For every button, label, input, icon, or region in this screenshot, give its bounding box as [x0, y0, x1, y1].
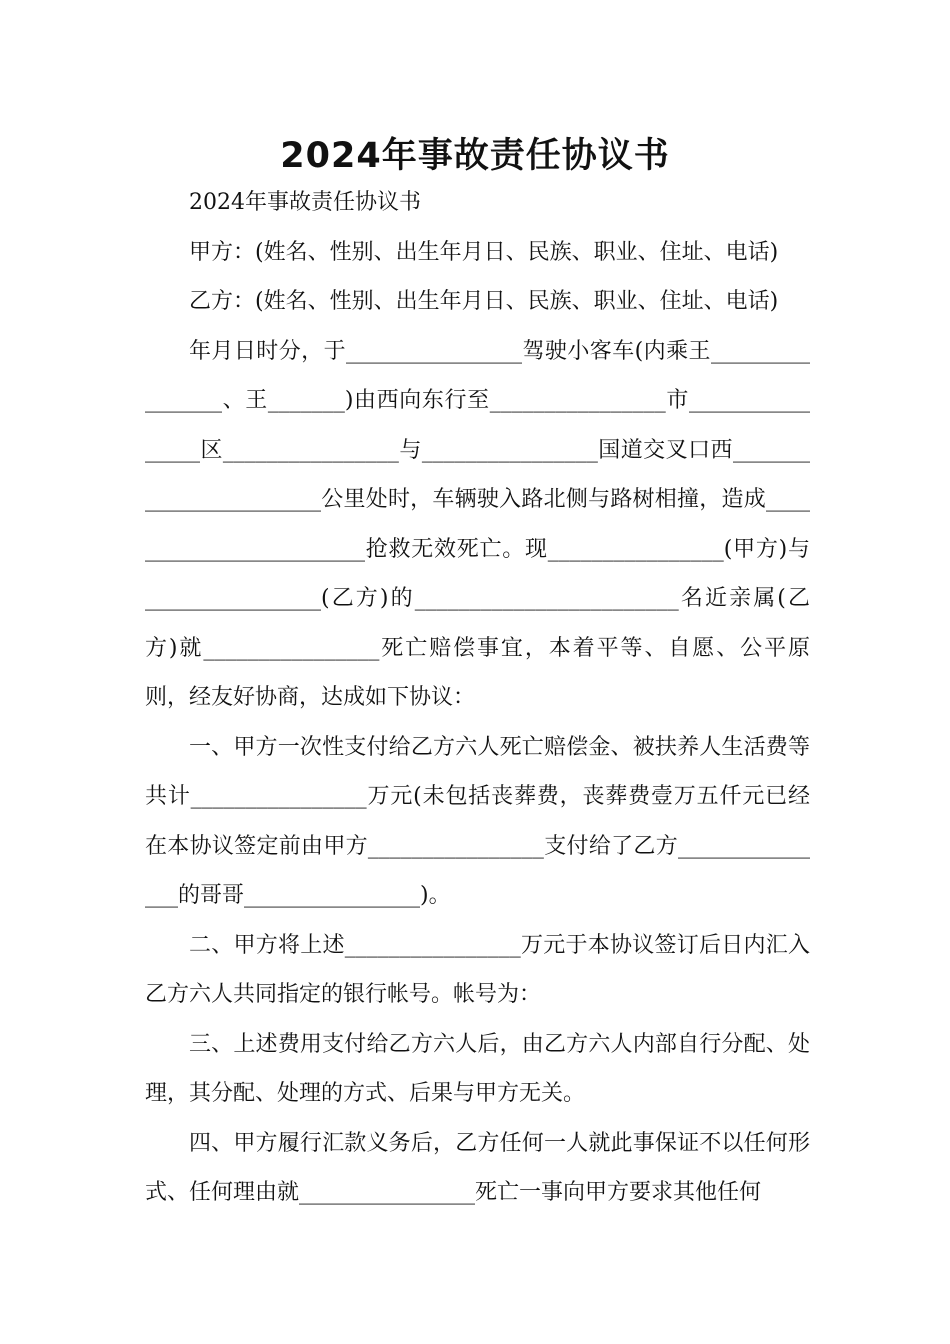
paragraph-accident-description: 年月日时分，于________________驾驶小客车(内乘王________________、王_______)由西向东行至________________市________________区________________与________________国道交叉口西_______________________公里处时，车辆驶入路北侧与路树相撞，造成________________________抢救无效死亡。现________________(甲方)与________________(乙方)的________________________名近亲属(乙方)就________________死亡赔偿事宜，本着平等、自愿、公平原则，经友好协商，达成如下协议： — [145, 338, 810, 710]
paragraph-party-b: 乙方：(姓名、性别、出生年月日、民族、职业、住址、电话) — [189, 289, 779, 314]
document-body — [145, 178, 810, 1218]
paragraph-clause-3: 三、上述费用支付给乙方六人后，由乙方六人内部自行分配、处理，其分配、处理的方式、后果与甲方无关。 — [145, 1031, 810, 1106]
document-title: 2024年事故责任协议书 — [280, 136, 670, 176]
paragraph-clause-1: 一、甲方一次性支付给乙方六人死亡赔偿金、被扶养人生活费等共计________________万元(未包括丧葬费，丧葬费壹万五仟元已经在本协议签定前由甲方________________支付给了乙方_______________的哥哥________________)。 — [145, 734, 810, 908]
paragraph-party-a: 甲方：(姓名、性别、出生年月日、民族、职业、住址、电话) — [189, 239, 779, 265]
paragraph-clause-4: 四、甲方履行汇款义务后，乙方任何一人就此事保证不以任何形式、任何理由就________________死亡一事向甲方要求其他任何 — [145, 1130, 810, 1205]
paragraph-subtitle: 2024年事故责任协议书 — [189, 190, 421, 215]
paragraph-clause-2: 二、甲方将上述________________万元于本协议签订后日内汇入乙方六人共同指定的银行帐号。帐号为： — [145, 932, 810, 1007]
